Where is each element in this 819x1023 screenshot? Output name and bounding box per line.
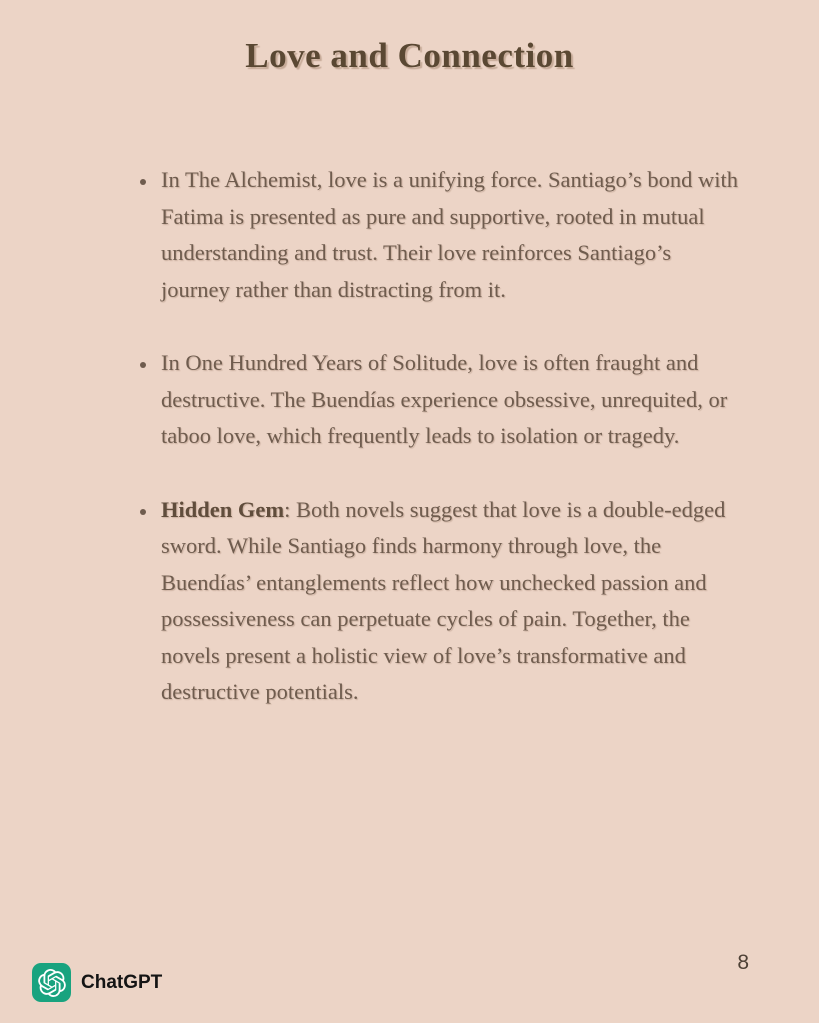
- bullet-bold-label: Hidden Gem: [161, 496, 285, 522]
- page-number: 8: [737, 951, 749, 974]
- openai-logo-icon: [32, 963, 71, 1002]
- bullet-list: [136, 162, 740, 748]
- list-item: [158, 162, 740, 308]
- list-item: [158, 345, 740, 455]
- brand-footer: [32, 963, 162, 1002]
- bullet-text: In One Hundred Years of Solitude, love is often fraught and destructive. The Buendías experience obsessive, unrequited, or taboo love, which frequently leads to isolation or tragedy.: [161, 350, 728, 448]
- brand-label: ChatGPT: [81, 971, 163, 993]
- list-item: [158, 492, 740, 711]
- bullet-text: : Both novels suggest that love is a double-edged sword. While Santiago finds harmony through love, the Buendías’ entanglements reflect how unchecked passion and possessiveness can perpetuate cycles of pain. Together, the novels present a holistic view of love’s transformative and destructive potentials.: [161, 496, 726, 704]
- page-title: Love and Connection: [245, 36, 574, 75]
- bullet-text: In The Alchemist, love is a unifying force. Santiago’s bond with Fatima is presented as pure and supportive, rooted in mutual understanding and trust. Their love reinforces Santiago’s journey rather than distracting from it.: [161, 167, 738, 302]
